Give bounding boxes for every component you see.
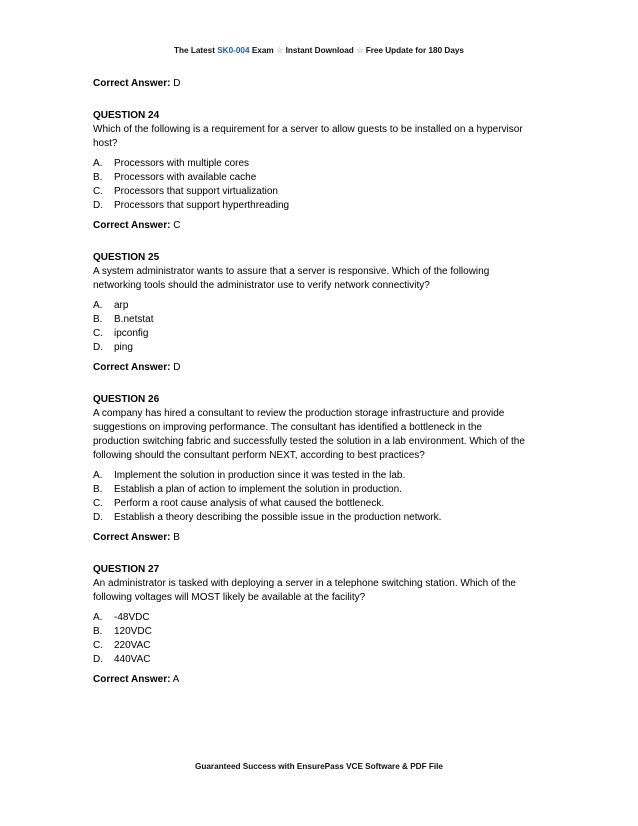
option-text: B.netstat — [114, 314, 154, 325]
question-stem-line: Which of the following is a requirement for a server to allow guests to be installed on a hypervisor — [93, 124, 523, 135]
option-letter: A. — [93, 300, 103, 311]
question-block — [93, 109, 563, 251]
header-part2: Instant Download — [283, 46, 357, 55]
option-letter: B. — [93, 484, 103, 495]
answer-option — [93, 185, 563, 199]
option-text: Perform a root cause analysis of what caused the bottleneck. — [114, 498, 385, 509]
header-mid: Exam — [249, 46, 276, 55]
option-letter: D. — [93, 512, 103, 523]
option-letter: B. — [93, 314, 103, 325]
option-text: Establish a plan of action to implement the solution in production. — [114, 484, 402, 495]
answer-value: D — [170, 78, 181, 89]
page-header — [0, 45, 638, 55]
star-icon: ☆ — [275, 46, 284, 55]
option-letter: A. — [93, 612, 103, 623]
option-text: 120VDC — [114, 626, 152, 637]
option-letter: D. — [93, 342, 103, 353]
answer-option — [93, 625, 563, 639]
option-letter: C. — [93, 498, 103, 509]
answer-option — [93, 653, 563, 667]
answer-option — [93, 341, 563, 355]
question-stem-line: production switching fabric and successfully tested the solution in a lab environment. Which of the — [93, 436, 525, 447]
header-part3: Free Update for 180 Days — [363, 46, 464, 55]
option-text: 440VAC — [114, 654, 151, 665]
answer-option — [93, 497, 563, 511]
question-block — [93, 251, 563, 393]
question-stem-line: A system administrator wants to assure that a server is responsive. Which of the following — [93, 266, 490, 277]
correct-answer — [93, 219, 563, 233]
option-letter: A. — [93, 470, 103, 481]
answer-option — [93, 171, 563, 185]
option-text: Processors with available cache — [114, 172, 257, 183]
option-text: Processors that support virtualization — [114, 186, 278, 197]
answer-value: D — [170, 362, 181, 373]
question-title: QUESTION 27 — [93, 564, 160, 575]
star-icon: ☆ — [356, 46, 364, 55]
correct-answer — [93, 673, 563, 687]
answer-value: A — [170, 674, 180, 685]
answer-label: Correct Answer: — [93, 78, 171, 89]
answer-option — [93, 469, 563, 483]
question-title: QUESTION 24 — [93, 110, 160, 121]
correct-answer — [93, 531, 563, 545]
question-title: QUESTION 26 — [93, 394, 160, 405]
option-letter: D. — [93, 200, 103, 211]
answer-option — [93, 483, 563, 497]
exam-code: SK0-004 — [217, 46, 250, 55]
question-stem-line: host? — [93, 138, 118, 149]
answer-option — [93, 511, 563, 525]
question-stem-line: A company has hired a consultant to review the production storage infrastructure and provide — [93, 408, 505, 419]
option-letter: C. — [93, 328, 103, 339]
question-stem-line: networking tools should the administrator use to verify network connectivity? — [93, 280, 430, 291]
option-letter: B. — [93, 626, 103, 637]
question-stem-line: An administrator is tasked with deploying a server in a telephone switching station. Which of the — [93, 578, 516, 589]
answer-option — [93, 299, 563, 313]
option-text: ping — [114, 342, 133, 353]
answer-option — [93, 157, 563, 171]
option-text: Implement the solution in production since it was tested in the lab. — [114, 470, 406, 481]
question-title: QUESTION 25 — [93, 252, 160, 263]
option-letter: D. — [93, 654, 103, 665]
option-text: Processors that support hyperthreading — [114, 200, 290, 211]
answer-option — [93, 611, 563, 625]
header-prefix: The Latest — [173, 46, 218, 55]
document-body — [93, 77, 563, 687]
correct-answer — [93, 361, 563, 375]
question-block — [93, 563, 563, 687]
question-list — [93, 109, 563, 687]
answer-label: Correct Answer: — [93, 532, 171, 543]
question-stem-line: suggestions on improving performance. The consultant has identified a bottleneck in the — [93, 422, 482, 433]
question-stem-line: following should the consultant perform NEXT, according to best practices? — [93, 450, 425, 461]
option-text: arp — [114, 300, 129, 311]
answer-option — [93, 199, 563, 213]
option-letter: C. — [93, 186, 103, 197]
answer-option — [93, 327, 563, 341]
previous-answer — [93, 77, 563, 91]
option-letter: A. — [93, 158, 103, 169]
question-block — [93, 393, 563, 563]
answer-value: B — [170, 532, 180, 543]
option-text: 220VAC — [114, 640, 151, 651]
question-stem-line: following voltages will MOST likely be available at the facility? — [93, 592, 366, 603]
answer-option — [93, 639, 563, 653]
option-text: -48VDC — [114, 612, 150, 623]
answer-label: Correct Answer: — [93, 674, 171, 685]
answer-label: Correct Answer: — [93, 220, 171, 231]
option-text: Establish a theory describing the possible issue in the production network. — [114, 512, 442, 523]
answer-value: C — [170, 220, 181, 231]
option-letter: B. — [93, 172, 103, 183]
option-letter: C. — [93, 640, 103, 651]
answer-label: Correct Answer: — [93, 362, 171, 373]
page-footer: Guaranteed Success with EnsurePass VCE Software & PDF File — [195, 762, 443, 771]
answer-option — [93, 313, 563, 327]
option-text: ipconfig — [114, 328, 149, 339]
option-text: Processors with multiple cores — [114, 158, 250, 169]
